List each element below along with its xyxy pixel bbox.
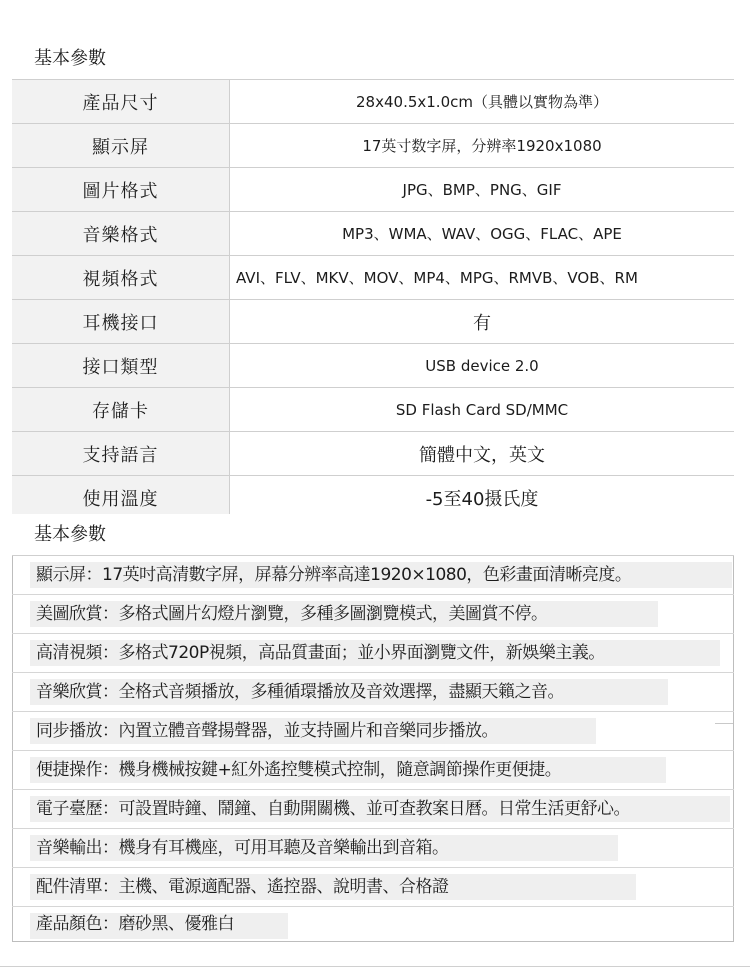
feature-text: 音樂欣賞：全格式音頻播放，多種循環播放及音效選擇，盡顯天籟之音。 xyxy=(36,682,564,702)
spec-row xyxy=(12,300,734,344)
spec-value: AVI、FLV、MKV、MOV、MP4、MPG、RMVB、VOB、RM xyxy=(230,256,734,299)
feature-text: 顯示屏：17英吋高清數字屏，屏幕分辨率高達1920×1080，色彩畫面清晰亮度。 xyxy=(36,565,632,585)
feature-row xyxy=(12,673,734,712)
spec-label: 使用溫度 xyxy=(12,476,230,519)
spec-label: 產品尺寸 xyxy=(12,80,230,123)
feature-row xyxy=(12,556,734,595)
feature-row xyxy=(12,712,734,751)
feature-row xyxy=(12,868,734,907)
feature-text: 配件清單：主機、電源適配器、遙控器、說明書、合格證 xyxy=(36,877,449,897)
spec-row xyxy=(12,124,734,168)
spec-value: JPG、BMP、PNG、GIF xyxy=(230,168,734,211)
spec-value: -5至40摄氏度 xyxy=(230,476,734,519)
spec-label: 顯示屏 xyxy=(12,124,230,167)
spec-row xyxy=(12,256,734,300)
feature-row xyxy=(12,790,734,829)
spec-section-title: 基本參數 xyxy=(12,38,734,80)
spec-label: 圖片格式 xyxy=(12,168,230,211)
spec-label: 支持語言 xyxy=(12,432,230,475)
bottom-divider xyxy=(0,966,750,967)
spec-row xyxy=(12,432,734,476)
spec-row xyxy=(12,344,734,388)
spec-row xyxy=(12,168,734,212)
spec-label: 視頻格式 xyxy=(12,256,230,299)
feature-text: 便捷操作：機身機械按鍵+紅外遙控雙模式控制，隨意調節操作更便捷。 xyxy=(36,760,562,780)
spec-value: 28x40.5x1.0cm（具體以實物為準） xyxy=(230,80,734,123)
spec-row xyxy=(12,388,734,432)
spec-value: MP3、WMA、WAV、OGG、FLAC、APE xyxy=(230,212,734,255)
spec-label: 接口類型 xyxy=(12,344,230,387)
spec-value: 簡體中文，英文 xyxy=(230,432,734,475)
spec-value: 17英寸数字屏，分辨率1920x1080 xyxy=(230,124,734,167)
spec-row xyxy=(12,212,734,256)
spec-value: 有 xyxy=(230,300,734,343)
spec-value: SD Flash Card SD/MMC xyxy=(230,388,734,431)
feature-text: 高清視頻：多格式720P視頻，高品質畫面；並小界面瀏覽文件，新娛樂主義。 xyxy=(36,643,605,663)
feature-row xyxy=(12,634,734,673)
feature-text: 電子臺歷：可設置時鐘、鬧鐘、自動開關機、並可查教案日曆。日常生活更舒心。 xyxy=(36,799,630,819)
spec-label: 存儲卡 xyxy=(12,388,230,431)
feature-row xyxy=(12,751,734,790)
feature-row xyxy=(12,907,734,942)
spec-value: USB device 2.0 xyxy=(230,344,734,387)
feature-row xyxy=(12,829,734,868)
feature-text: 同步播放：內置立體音聲揚聲器，並支持圖片和音樂同步播放。 xyxy=(36,721,498,741)
feature-row xyxy=(12,595,734,634)
spec-row xyxy=(12,80,734,124)
feature-text: 美圖欣賞：多格式圖片幻燈片瀏覽，多種多圖瀏覽模式，美圖賞不停。 xyxy=(36,604,548,624)
spec-label: 音樂格式 xyxy=(12,212,230,255)
features-section-title: 基本參數 xyxy=(12,514,734,556)
feature-text: 音樂輸出：機身有耳機座，可用耳聽及音樂輸出到音箱。 xyxy=(36,838,449,858)
feature-text: 產品顏色：磨砂黑、優雅白 xyxy=(36,914,234,934)
spec-label: 耳機接口 xyxy=(12,300,230,343)
